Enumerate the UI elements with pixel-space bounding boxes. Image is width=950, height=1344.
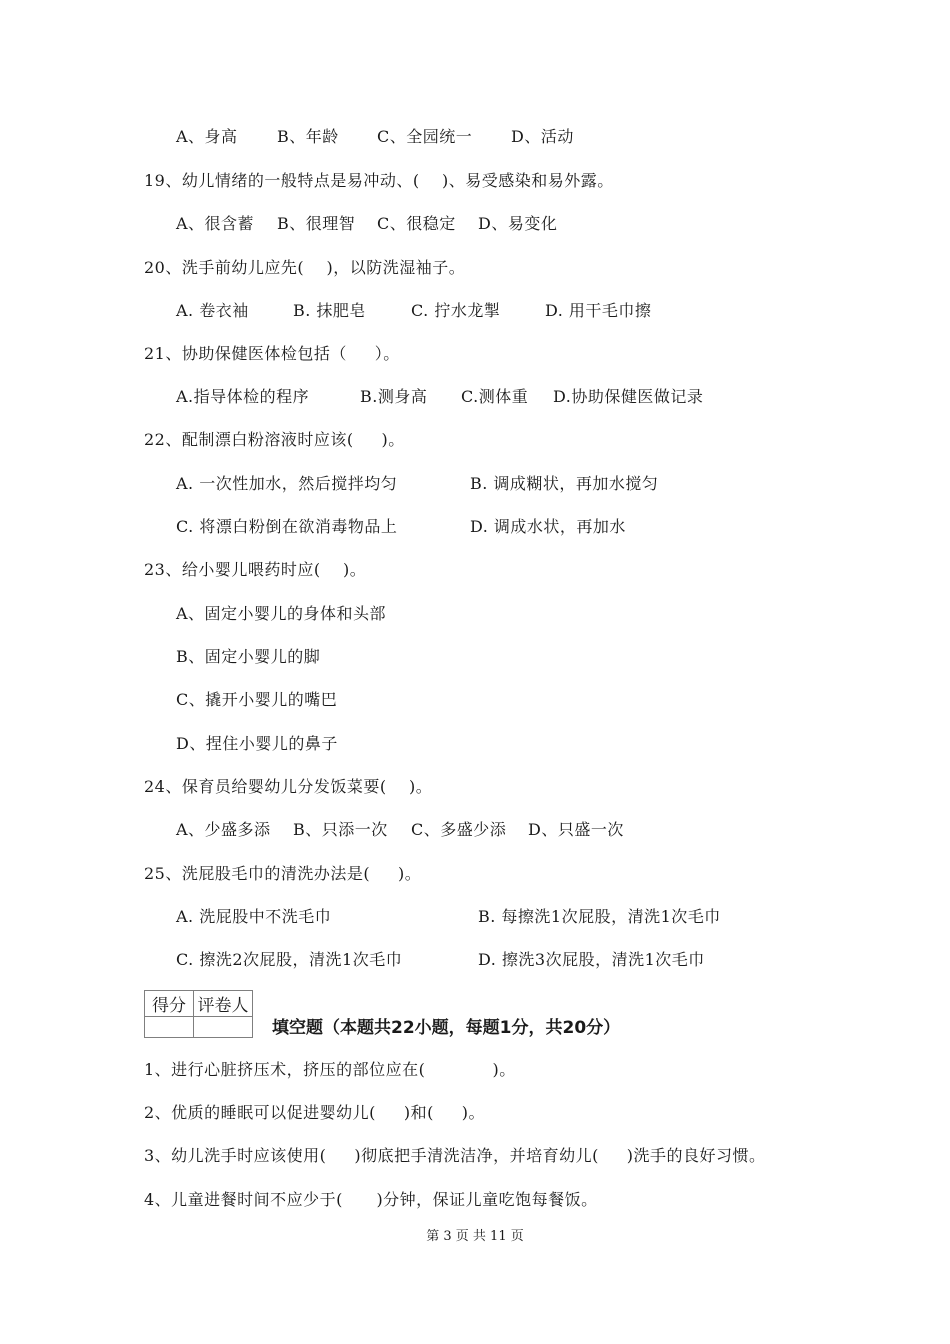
q21-option-d: D.协助保健医做记录 [553, 387, 704, 406]
q21-option-b: B.测身高 [360, 387, 428, 406]
grader-cell [194, 1017, 253, 1038]
q24-option-a: A、少盛多添 [176, 820, 271, 839]
q25-option-c: C. 擦洗2次屁股，清洗1次毛巾 [176, 950, 403, 969]
q19-stem: 19、幼儿情绪的一般特点是易冲动、( )、易受感染和易外露。 [144, 171, 614, 190]
q19-option-b: B、很理智 [277, 214, 356, 233]
q25-option-d: D. 擦洗3次屁股，清洗1次毛巾 [478, 950, 705, 969]
q24-stem: 24、保育员给婴幼儿分发饭菜要( )。 [144, 777, 433, 796]
q22-option-b: B. 调成糊状，再加水搅匀 [470, 474, 659, 493]
q25-option-b: B. 每擦洗1次屁股，清洗1次毛巾 [478, 907, 721, 926]
q24-option-b: B、只添一次 [293, 820, 388, 839]
q22-option-d: D. 调成水状，再加水 [470, 517, 626, 536]
q18-option-c: C、全园统一 [377, 127, 473, 146]
q24-option-c: C、多盛少添 [411, 820, 507, 839]
q18-option-d: D、活动 [511, 127, 574, 146]
fill-in-question-4: 4、儿童进餐时间不应少于( )分钟，保证儿童吃饱每餐饭。 [144, 1190, 598, 1209]
fill-in-question-2: 2、优质的睡眠可以促进婴幼儿( )和( )。 [144, 1103, 486, 1122]
fill-in-question-1: 1、进行心脏挤压术，挤压的部位应在( )。 [144, 1060, 516, 1079]
q19-option-c: C、很稳定 [377, 214, 456, 233]
score-cell [145, 1017, 194, 1038]
q18-option-a: A、身高 [176, 127, 238, 146]
section-title: 填空题（本题共22小题，每题1分，共20分） [272, 1018, 621, 1038]
q20-option-d: D. 用干毛巾擦 [545, 301, 652, 320]
q25-option-a: A. 洗屁股中不洗毛巾 [176, 907, 332, 926]
score-table [144, 990, 253, 1038]
q20-option-a: A. 卷衣袖 [176, 301, 249, 320]
q20-option-b: B. 抹肥皂 [293, 301, 366, 320]
q23-option-a: A、固定小婴儿的身体和头部 [176, 604, 387, 623]
q19-option-d: D、易变化 [478, 214, 558, 233]
q20-stem: 20、洗手前幼儿应先( )，以防洗湿袖子。 [144, 258, 466, 277]
q23-stem: 23、给小婴儿喂药时应( )。 [144, 560, 367, 579]
q24-option-d: D、只盛一次 [528, 820, 624, 839]
grader-label: 评卷人 [194, 991, 253, 1017]
score-label: 得分 [145, 991, 194, 1017]
q22-option-c: C. 将漂白粉倒在欲消毒物品上 [176, 517, 398, 536]
q23-option-d: D、捏住小婴儿的鼻子 [176, 734, 338, 753]
page-footer: 第 3 页 共 11 页 [426, 1229, 524, 1244]
q21-stem: 21、协助保健医体检包括（ ）。 [144, 344, 400, 363]
q23-option-c: C、撬开小婴儿的嘴巴 [176, 690, 338, 709]
q21-option-c: C.测体重 [461, 387, 529, 406]
q20-option-c: C. 拧水龙掣 [411, 301, 501, 320]
q22-stem: 22、配制漂白粉溶液时应该( )。 [144, 430, 405, 449]
fill-in-question-3: 3、幼儿洗手时应该使用( )彻底把手清洗洁净，并培育幼儿( )洗手的良好习惯。 [144, 1146, 766, 1165]
q23-option-b: B、固定小婴儿的脚 [176, 647, 321, 666]
q21-option-a: A.指导体检的程序 [176, 387, 310, 406]
q19-option-a: A、很含蓄 [176, 214, 255, 233]
q18-option-b: B、年龄 [277, 127, 339, 146]
q22-option-a: A. 一次性加水，然后搅拌均匀 [176, 474, 398, 493]
q25-stem: 25、洗屁股毛巾的清洗办法是( )。 [144, 864, 422, 883]
